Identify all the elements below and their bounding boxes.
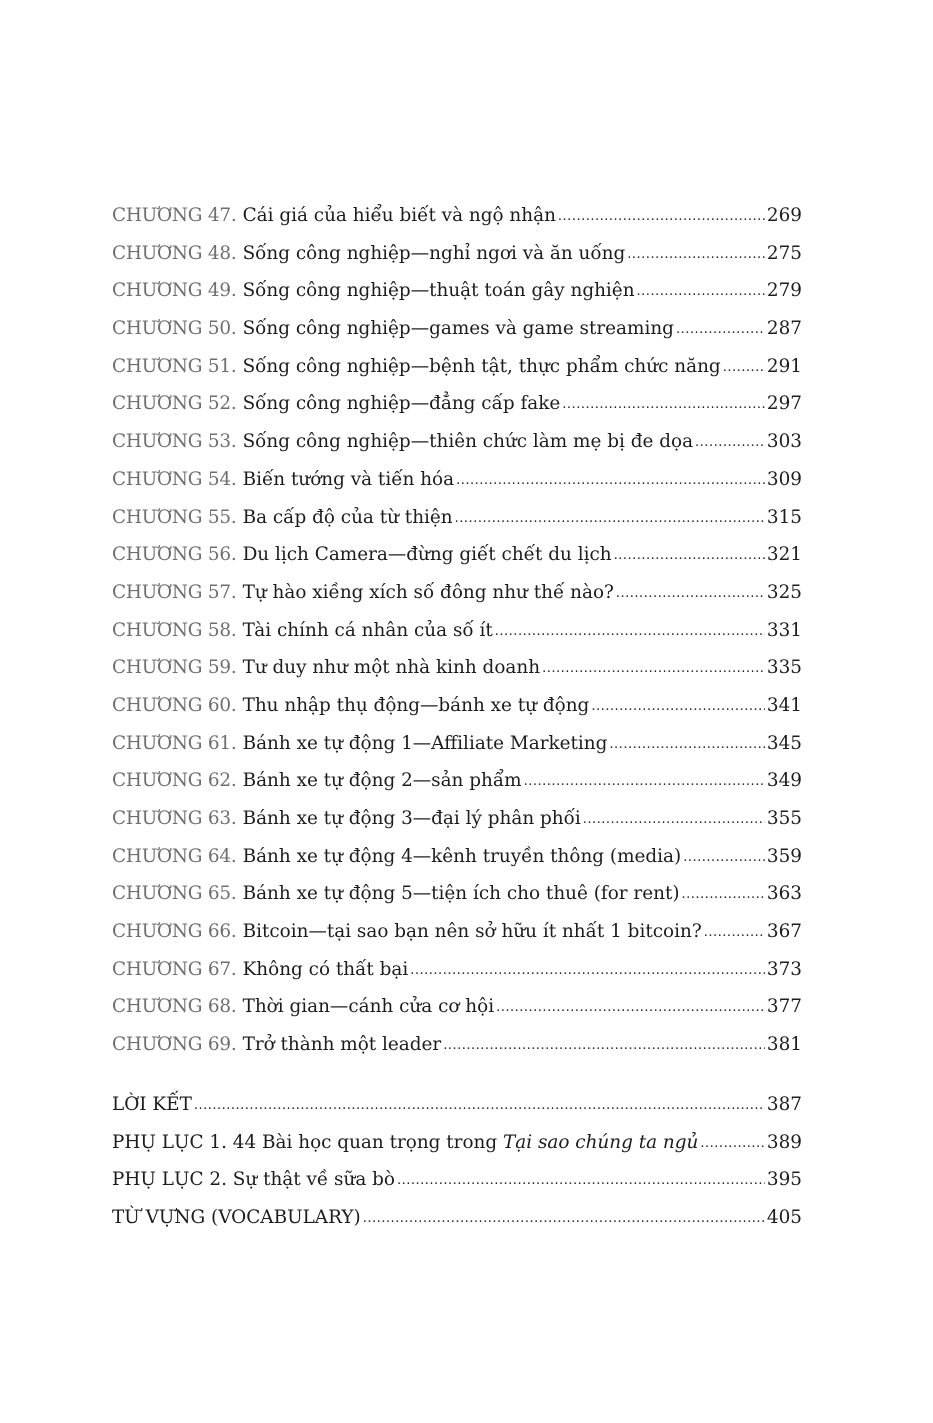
page-number: 279 xyxy=(766,280,802,302)
page-number: 405 xyxy=(766,1206,802,1228)
toc-entry xyxy=(112,582,802,620)
toc-entry xyxy=(112,883,802,921)
page-number: 287 xyxy=(766,318,802,340)
dot-leader xyxy=(637,284,765,299)
page-number: 387 xyxy=(766,1093,802,1115)
dot-leader xyxy=(410,963,765,978)
chapter-title: Bánh xe tự động 2—sản phẩm xyxy=(242,770,522,792)
page-number: 335 xyxy=(766,657,802,679)
chapter-title: Du lịch Camera—đừng giết chết du lịch xyxy=(242,544,612,566)
toc-entry xyxy=(112,205,802,243)
chapter-title: Ba cấp độ của từ thiện xyxy=(242,506,453,528)
toc-entry xyxy=(112,544,802,582)
back-matter-title-text: LỜI KẾT xyxy=(112,1093,192,1115)
dot-leader xyxy=(583,812,765,827)
chapter-number: CHƯƠNG 49. xyxy=(112,280,237,302)
chapter-list xyxy=(112,205,802,1072)
chapter-title: Thu nhập thụ động—bánh xe tự động xyxy=(242,694,590,716)
page-number: 269 xyxy=(766,205,802,226)
chapter-number: CHƯƠNG 54. xyxy=(112,468,237,490)
page-number: 377 xyxy=(766,996,802,1018)
chapter-number: CHƯƠNG 53. xyxy=(112,431,237,453)
chapter-title: Bánh xe tự động 3—đại lý phân phối xyxy=(242,808,581,829)
page-number: 395 xyxy=(766,1169,802,1191)
dot-leader xyxy=(723,360,765,375)
chapter-title: Biến tướng và tiến hóa xyxy=(242,468,455,490)
chapter-title: Không có thất bại xyxy=(242,958,409,980)
chapter-title: Trở thành một leader xyxy=(242,1034,442,1056)
chapter-number: CHƯƠNG 64. xyxy=(112,845,237,867)
dot-leader xyxy=(616,586,765,601)
dot-leader xyxy=(455,511,765,526)
chapter-title: Sống công nghiệp—đẳng cấp fake xyxy=(242,393,561,415)
toc-entry xyxy=(112,770,802,808)
dot-leader xyxy=(682,887,765,902)
book-title-italic: Tại sao chúng ta ngủ xyxy=(503,1131,699,1153)
section-gap xyxy=(112,1072,802,1094)
chapter-number: CHƯƠNG 65. xyxy=(112,883,237,905)
chapter-number: CHƯƠNG 69. xyxy=(112,1034,237,1056)
chapter-number: CHƯƠNG 58. xyxy=(112,619,237,641)
chapter-number: CHƯƠNG 61. xyxy=(112,732,237,754)
page-number: 349 xyxy=(766,770,802,792)
toc-entry xyxy=(112,846,802,884)
toc-entry xyxy=(112,808,802,846)
page-number: 359 xyxy=(766,845,802,867)
page-number: 389 xyxy=(766,1131,802,1153)
dot-leader xyxy=(443,1038,765,1053)
dot-leader xyxy=(614,548,765,563)
chapter-title: Thời gian—cánh cửa cơ hội xyxy=(242,996,495,1018)
chapter-title: Sống công nghiệp—nghỉ ngơi và ăn uống xyxy=(242,242,626,264)
page-number: 291 xyxy=(766,355,802,377)
toc-entry xyxy=(112,1132,802,1170)
chapter-title: Sống công nghiệp—thuật toán gây nghiện xyxy=(242,280,635,302)
page-number: 345 xyxy=(766,732,802,754)
toc-entry xyxy=(112,695,802,733)
dot-leader xyxy=(683,850,765,865)
page-number: 303 xyxy=(766,431,802,453)
dot-leader xyxy=(363,1211,765,1226)
dot-leader xyxy=(676,322,765,337)
back-matter-title-text: PHỤ LỤC 1. 44 Bài học quan trọng trong xyxy=(112,1131,503,1153)
page-number: 367 xyxy=(766,921,802,943)
chapter-title: Cái giá của hiểu biết và ngộ nhận xyxy=(242,205,556,226)
toc-entry xyxy=(112,921,802,959)
chapter-number: CHƯƠNG 59. xyxy=(112,657,237,679)
page-number: 309 xyxy=(766,468,802,490)
chapter-title: Tự hào xiềng xích số đông như thế nào? xyxy=(242,581,614,603)
toc-entry xyxy=(112,356,802,394)
chapter-number: CHƯƠNG 50. xyxy=(112,318,237,340)
chapter-number: CHƯƠNG 68. xyxy=(112,996,237,1018)
page-number: 321 xyxy=(766,544,802,566)
dot-leader xyxy=(700,1136,764,1151)
back-matter-title xyxy=(112,1132,698,1153)
chapter-number: CHƯƠNG 57. xyxy=(112,581,237,603)
toc-entry xyxy=(112,393,802,431)
page-number: 363 xyxy=(766,883,802,905)
toc-entry xyxy=(112,620,802,658)
page-number: 297 xyxy=(766,393,802,415)
back-matter-title xyxy=(112,1094,192,1115)
chapter-number: CHƯƠNG 55. xyxy=(112,506,237,528)
back-matter-title xyxy=(112,1169,395,1190)
back-matter-title-text: TỪ VỰNG (VOCABULARY) xyxy=(112,1206,361,1228)
dot-leader xyxy=(558,209,765,224)
dot-leader xyxy=(609,737,764,752)
back-matter-title xyxy=(112,1207,361,1228)
toc-entry xyxy=(112,1034,802,1072)
chapter-number: CHƯƠNG 52. xyxy=(112,393,237,415)
page-number: 315 xyxy=(766,506,802,528)
back-matter-list xyxy=(112,1094,802,1245)
dot-leader xyxy=(562,397,765,412)
toc-entry xyxy=(112,996,802,1034)
toc-entry xyxy=(112,318,802,356)
chapter-title: Tài chính cá nhân của số ít xyxy=(242,619,493,641)
back-matter-title-text: PHỤ LỤC 2. Sự thật về sữa bò xyxy=(112,1169,395,1191)
toc-entry xyxy=(112,469,802,507)
toc-entry xyxy=(112,1207,802,1245)
chapter-title: Sống công nghiệp—games và game streaming xyxy=(242,318,674,340)
chapter-number: CHƯƠNG 62. xyxy=(112,770,237,792)
chapter-title: Bitcoin—tại sao bạn nên sở hữu ít nhất 1 bitcoin? xyxy=(242,921,702,943)
dot-leader xyxy=(704,925,765,940)
dot-leader xyxy=(695,435,765,450)
dot-leader xyxy=(524,774,765,789)
chapter-number: CHƯƠNG 67. xyxy=(112,958,237,980)
chapter-title: Bánh xe tự động 4—kênh truyền thông (media) xyxy=(242,845,682,867)
toc-entry xyxy=(112,243,802,281)
page-number: 355 xyxy=(766,808,802,829)
chapter-number: CHƯƠNG 63. xyxy=(112,808,237,829)
dot-leader xyxy=(542,661,765,676)
chapter-number: CHƯƠNG 66. xyxy=(112,921,237,943)
page-number: 381 xyxy=(766,1034,802,1056)
chapter-title: Sống công nghiệp—bệnh tật, thực phẩm chức năng xyxy=(242,355,721,377)
dot-leader xyxy=(496,1000,765,1015)
toc-entry xyxy=(112,507,802,545)
chapter-number: CHƯƠNG 56. xyxy=(112,544,237,566)
toc-entry xyxy=(112,280,802,318)
chapter-number: CHƯƠNG 47. xyxy=(112,205,237,226)
chapter-title: Bánh xe tự động 5—tiện ích cho thuê (for rent) xyxy=(242,883,680,905)
page-number: 341 xyxy=(766,694,802,716)
toc-entry xyxy=(112,657,802,695)
toc-entry xyxy=(112,733,802,771)
chapter-title: Bánh xe tự động 1—Affiliate Marketing xyxy=(242,732,608,754)
page-number: 325 xyxy=(766,581,802,603)
toc-entry xyxy=(112,1169,802,1207)
toc-entry xyxy=(112,959,802,997)
dot-leader xyxy=(627,247,765,262)
dot-leader xyxy=(591,699,765,714)
dot-leader xyxy=(397,1173,765,1188)
chapter-number: CHƯƠNG 51. xyxy=(112,355,237,377)
toc-entry xyxy=(112,431,802,469)
dot-leader xyxy=(456,473,765,488)
dot-leader xyxy=(194,1098,765,1113)
page-number: 275 xyxy=(766,242,802,264)
chapter-number: CHƯƠNG 48. xyxy=(112,242,237,264)
chapter-number: CHƯƠNG 60. xyxy=(112,694,237,716)
chapter-title: Sống công nghiệp—thiên chức làm mẹ bị đe dọa xyxy=(242,431,694,453)
table-of-contents xyxy=(112,205,802,1245)
page-number: 373 xyxy=(766,958,802,980)
page-number: 331 xyxy=(766,619,802,641)
toc-entry xyxy=(112,1094,802,1132)
chapter-title: Tư duy như một nhà kinh doanh xyxy=(242,657,541,679)
dot-leader xyxy=(495,624,765,639)
